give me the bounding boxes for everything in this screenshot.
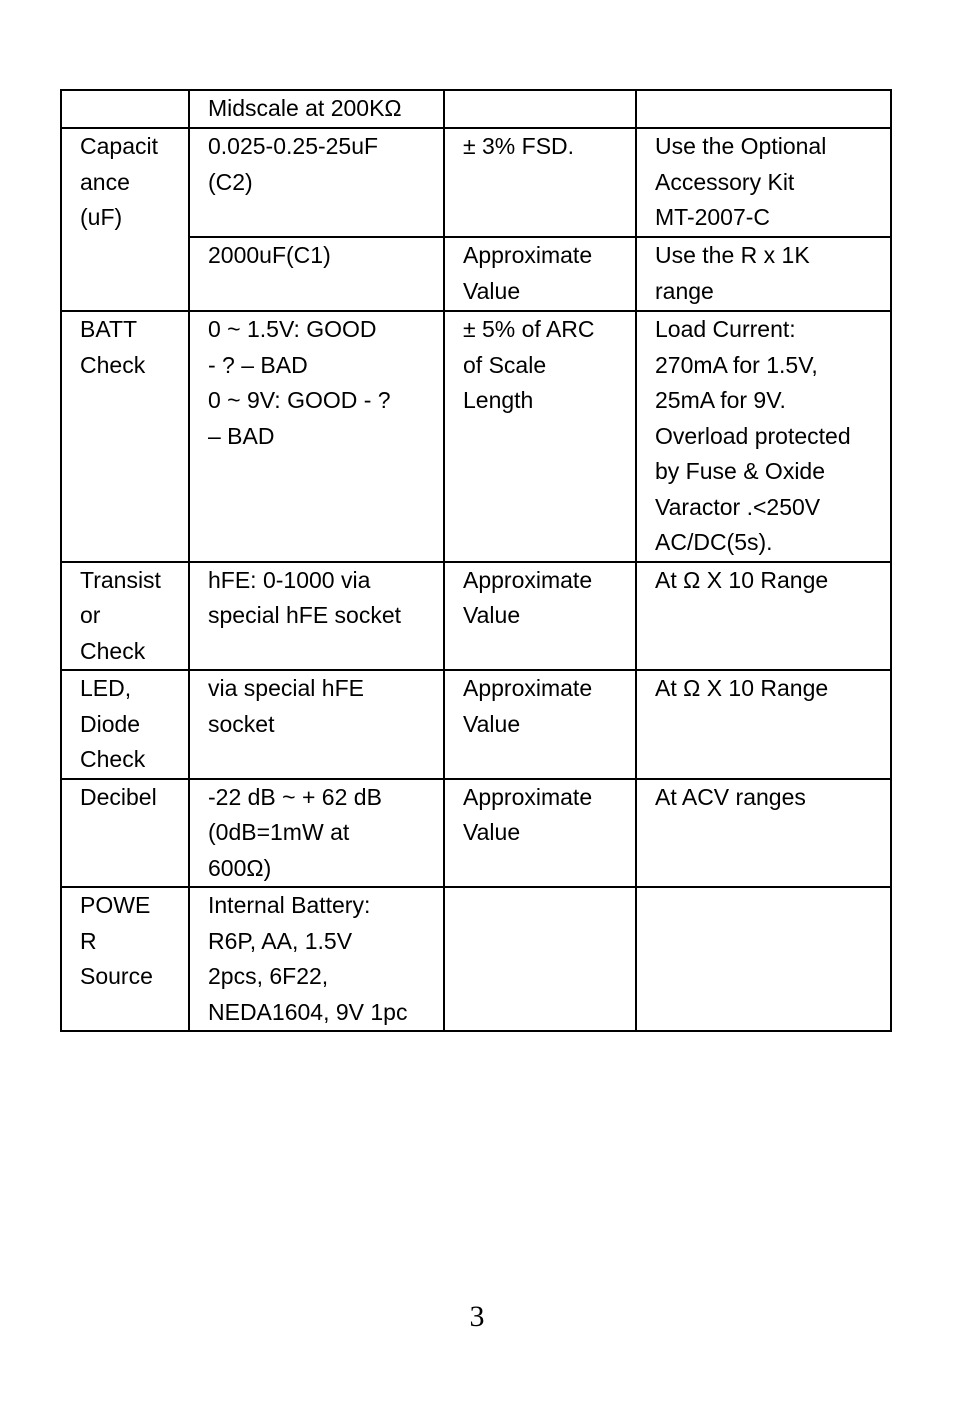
cell-line: – BAD bbox=[208, 422, 275, 449]
cell-line: ± 5% of ARC bbox=[463, 316, 595, 342]
cell-line: LED, bbox=[80, 675, 132, 701]
accuracy-cell bbox=[444, 779, 636, 888]
accuracy-cell bbox=[444, 562, 636, 671]
cell-line: socket bbox=[208, 710, 275, 737]
cell-line: Source bbox=[80, 963, 153, 989]
remarks-cell bbox=[636, 779, 891, 888]
cell-line: Decibel bbox=[80, 783, 157, 810]
cell-line: (uF) bbox=[80, 204, 123, 230]
function-cell bbox=[61, 90, 189, 128]
range-cell bbox=[189, 887, 444, 1031]
cell-line: Varactor .<250V bbox=[655, 493, 821, 520]
remarks-cell bbox=[636, 237, 891, 311]
cell-line: -22 dB ~ + 62 dB bbox=[208, 783, 382, 810]
table-row bbox=[61, 128, 891, 237]
cell-line: Approximate bbox=[463, 242, 593, 268]
cell-line: POWE bbox=[80, 892, 151, 918]
range-cell bbox=[189, 670, 444, 779]
cell-line: or bbox=[80, 602, 101, 628]
cell-line: 2pcs, 6F22, bbox=[208, 963, 329, 989]
cell-line: R6P, AA, 1.5V bbox=[208, 927, 353, 954]
table-row bbox=[61, 311, 891, 562]
cell-line: Midscale at 200KΩ bbox=[208, 95, 402, 121]
function-cell bbox=[61, 779, 189, 888]
range-cell bbox=[189, 562, 444, 671]
cell-line: BATT bbox=[80, 316, 138, 342]
table-row bbox=[61, 562, 891, 671]
function-cell bbox=[61, 670, 189, 779]
cell-line: via special hFE bbox=[208, 675, 364, 701]
cell-line: Internal Battery: bbox=[208, 892, 371, 918]
cell-line: 0 ~ 9V: GOOD - ? bbox=[208, 387, 391, 413]
cell-line: Use the Optional bbox=[655, 133, 827, 159]
function-cell bbox=[61, 562, 189, 671]
accuracy-cell bbox=[444, 237, 636, 311]
range-cell bbox=[189, 128, 444, 237]
cell-line: - ? – BAD bbox=[208, 351, 308, 378]
table-row bbox=[61, 670, 891, 779]
range-cell bbox=[189, 90, 444, 128]
cell-line: Length bbox=[463, 387, 534, 413]
cell-line: Transist bbox=[80, 566, 161, 593]
remarks-cell bbox=[636, 311, 891, 562]
cell-line: Value bbox=[463, 710, 521, 737]
table-row bbox=[61, 90, 891, 128]
cell-line: Approximate bbox=[463, 675, 593, 701]
cell-line: Value bbox=[463, 819, 521, 845]
cell-line: Check bbox=[80, 746, 146, 772]
cell-line: Load Current: bbox=[655, 316, 796, 342]
cell-line: Accessory Kit bbox=[655, 168, 795, 195]
accuracy-cell bbox=[444, 128, 636, 237]
cell-line: ± 3% FSD. bbox=[463, 133, 575, 159]
remarks-cell bbox=[636, 90, 891, 128]
function-cell bbox=[61, 887, 189, 1031]
cell-line: Use the R x 1K bbox=[655, 242, 810, 268]
cell-line: 25mA for 9V. bbox=[655, 387, 786, 413]
cell-line: by Fuse & Oxide bbox=[655, 458, 826, 484]
cell-line: Check bbox=[80, 351, 146, 378]
cell-line: Value bbox=[463, 277, 521, 304]
cell-line: (C2) bbox=[208, 168, 253, 195]
page-number: 3 bbox=[469, 1300, 485, 1333]
cell-line: special hFE socket bbox=[208, 602, 402, 628]
remarks-cell bbox=[636, 670, 891, 779]
remarks-cell bbox=[636, 128, 891, 237]
cell-line: At ACV ranges bbox=[655, 783, 806, 810]
cell-line: Overload protected bbox=[655, 422, 851, 449]
cell-line: Approximate bbox=[463, 566, 593, 593]
range-cell bbox=[189, 237, 444, 311]
range-cell bbox=[189, 779, 444, 888]
cell-line: MT-2007-C bbox=[655, 204, 771, 230]
table-row bbox=[61, 887, 891, 1031]
cell-line: R bbox=[80, 927, 97, 954]
accuracy-cell bbox=[444, 90, 636, 128]
cell-line: 600Ω) bbox=[208, 854, 272, 881]
range-cell bbox=[189, 311, 444, 562]
cell-line: 0 ~ 1.5V: GOOD bbox=[208, 316, 377, 342]
cell-line: Check bbox=[80, 637, 146, 664]
remarks-cell bbox=[636, 562, 891, 671]
cell-line: At Ω X 10 Range bbox=[655, 566, 829, 593]
cell-line: 2000uF(C1) bbox=[208, 242, 331, 268]
accuracy-cell bbox=[444, 311, 636, 562]
specifications-table bbox=[60, 89, 892, 1032]
table-row bbox=[61, 779, 891, 888]
cell-line: 270mA for 1.5V, bbox=[655, 351, 818, 378]
cell-line: Capacit bbox=[80, 133, 158, 159]
cell-line: ance bbox=[80, 168, 130, 195]
cell-line: hFE: 0-1000 via bbox=[208, 566, 371, 593]
cell-line: range bbox=[655, 277, 714, 304]
cell-line: At Ω X 10 Range bbox=[655, 675, 829, 701]
function-cell bbox=[61, 311, 189, 562]
cell-line: AC/DC(5s). bbox=[655, 529, 773, 555]
remarks-cell bbox=[636, 887, 891, 1031]
cell-line: of Scale bbox=[463, 351, 547, 378]
cell-line: 0.025-0.25-25uF bbox=[208, 133, 379, 159]
function-cell bbox=[61, 128, 189, 311]
accuracy-cell bbox=[444, 670, 636, 779]
cell-line: Value bbox=[463, 602, 521, 628]
cell-line: Approximate bbox=[463, 783, 593, 810]
accuracy-cell bbox=[444, 887, 636, 1031]
cell-line: (0dB=1mW at bbox=[208, 819, 350, 845]
cell-line: NEDA1604, 9V 1pc bbox=[208, 998, 408, 1025]
cell-line: Diode bbox=[80, 710, 141, 737]
